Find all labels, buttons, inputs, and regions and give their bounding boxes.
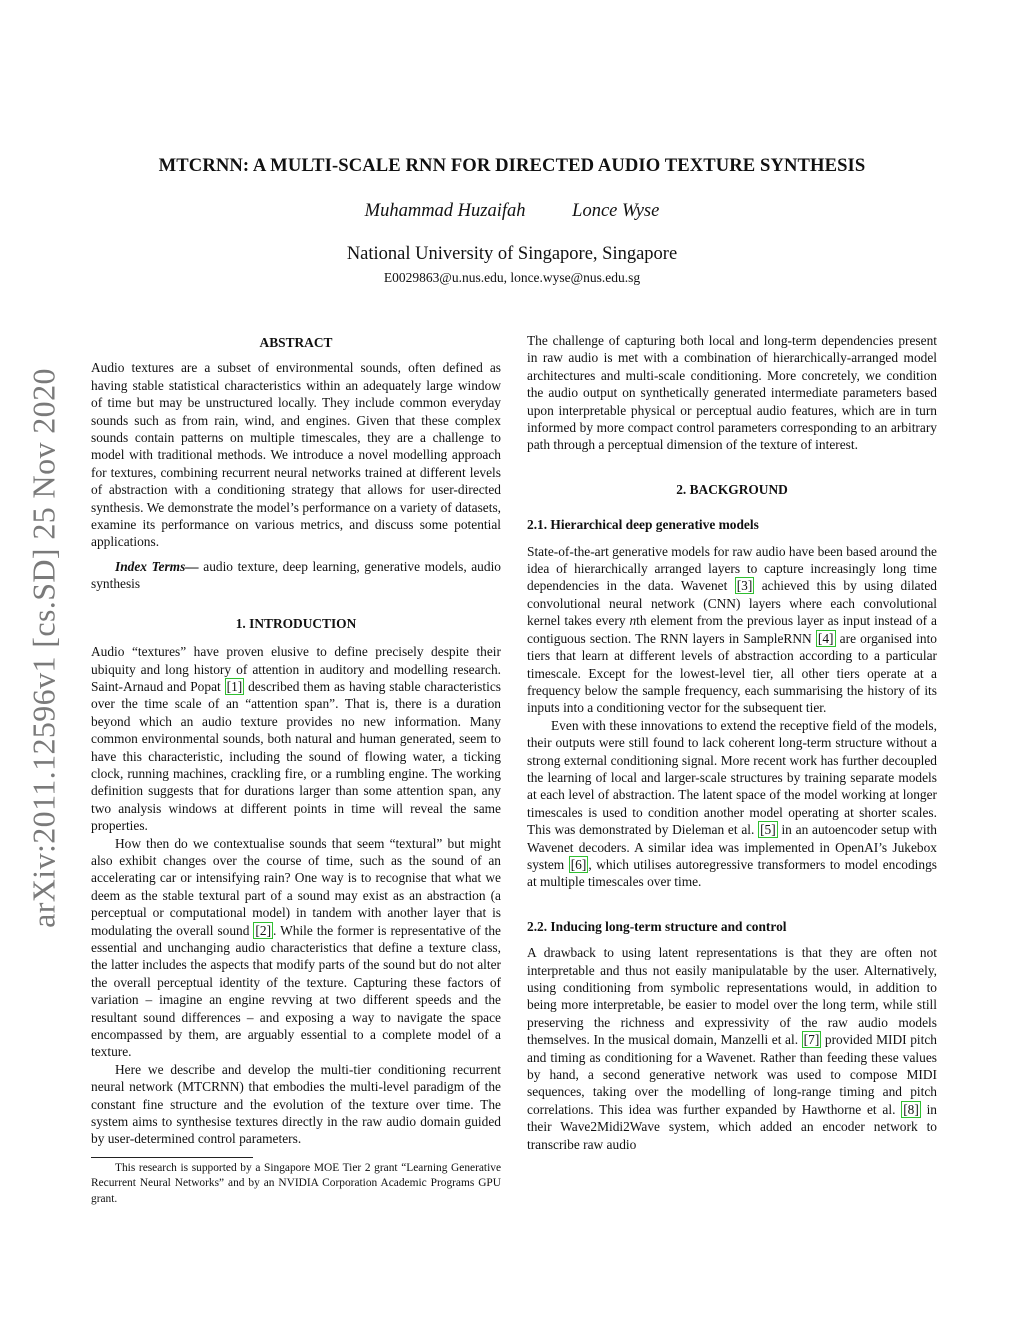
citation-link[interactable]: [3] — [736, 578, 753, 594]
author-name: Lonce Wyse — [572, 201, 660, 221]
section-2-2-heading: 2.2. Inducing long-term structure and control — [527, 918, 787, 934]
arxiv-id-text: arXiv:2011.12596v1 [cs.SD] 25 Nov 2020 — [25, 368, 62, 928]
abstract-text: Audio textures are a subset of environmental sounds, often defined as having stable statistical characteristics within an adequately large window of time but may be unstructured locally. They include common everyday sounds such as from rain, wind, and engines. Given that these complex sounds contain patterns on multiple timescales, they are a challenge to model with traditional methods. We introduce a novel modelling approach for textures, combining recurrent neural networks trained at different levels of abstraction with a conditioning strategy that allows for user-directed synthesis. We demonstrate the model’s performance on a variety of datasets, examine its performance on various metrics, and discuss some potential applications. — [91, 360, 501, 550]
intro-continued-paragraph: The challenge of capturing both local and long-term dependencies present in raw audio is met with a combination of hierarchically-arranged model architectures and multi-scale conditioning. More concretely, we condition the audio output on synthetically generated intermediate parameters based upon interpretable physical or perceptual audio features, which are in turn informed by more compact control parameters corresponding to an arbitrary path through a perceptual dimension of the texture of interest. — [527, 333, 937, 453]
background-paragraph: State-of-the-art generative models for raw audio have been based around the idea of hierarchically arranged layers to capture increasingly long time dependencies in the data. Wavenet [3] achieved this by using dilated convolutional neural network (CNN) layers where each convolutional kernel takes every nth element from the previous layer as input instead of a contiguous section. The RNN layers in SampleRNN [4] are organised into tiers that learn at different levels of abstraction according to a particular timescale. Except for the lowest-level tier, all other tiers operate at a frequency below the sample frequency, each summarising the history of its inputs into a conditioning vector for the subsequent tier. — [527, 543, 937, 716]
section-2-1-heading: 2.1. Hierarchical deep generative models — [527, 517, 759, 533]
author-emails: E0029863@u.nus.edu, lonce.wyse@nus.edu.sg — [383, 270, 641, 285]
intro-paragraph: Audio “textures” have proven elusive to define precisely despite their ubiquity and long history of attention in auditory and modelling research. Saint-Arnaud and Popat [1] described them as having stable characteristics over the time scale of an “attention span”. That is, there is a duration beyond which an audio texture provides no new information. Many common environmental sounds, both natural and human generated, seem to have this characteristic, including the sound of flowing water, a ticking clock, running machines, crackling fire, or a rumbling engine. The working definition suggests that for durations larger than some attention span, any two analysis windows at different points in time will reveal the same properties. — [91, 644, 501, 834]
right-column — [527, 332, 937, 1153]
footnote-rule — [91, 1157, 253, 1158]
footnote: This research is supported by a Singapore MOE Tier 2 grant “Learning Generative Recurrent Neural Networks” and by an NVIDIA Corporation Academic Programs GPU grant. — [91, 1161, 501, 1205]
index-terms-label: Index Terms— — [115, 558, 199, 574]
index-terms-text: audio texture, deep learning, generative models, audio synthesis — [91, 558, 501, 592]
arxiv-identifier — [20, 348, 68, 948]
paper-title: MTCRNN: A MULTI-SCALE RNN FOR DIRECTED AUDIO TEXTURE SYNTHESIS — [158, 155, 866, 176]
background-heading: 2. BACKGROUND — [676, 481, 788, 497]
citation-link[interactable]: [6] — [570, 856, 587, 872]
index-terms — [91, 558, 501, 593]
intro-paragraph: Here we describe and develop the multi-tier conditioning recurrent neural network (MTCRNN) that embodies the multi-level paradigm of the constant fine structure and the evolution of the texture over time. The system aims to synthesise textures directly in the raw audio domain guided by user-determined control parameters. — [91, 1061, 501, 1147]
left-column — [91, 334, 501, 1207]
citation-link[interactable]: [1] — [226, 678, 243, 694]
intro-paragraph: How then do we contextualise sounds that seem “textural” but might also exhibit changes over the course of time, such as the sound of an accelerating car or intensifying rain? One way is to recognise that what we deem as the stable textural part of a sound may exist as an abstraction (a perceptual or computational model) in tandem with another layer that is modulating the overall sound [2] . While the former is representative of the essential and unchanging audio characteristics that define a texture class, the latter includes the aspects that modify parts of the sound but do not alter the overall perceptual identity of the texture. Capturing these factors of variation – imagine an engine revving at two different speeds and the resultant sound differences – and exposing a way to navigate the space encompassed by them, are arguably essential to a complete model of a texture. — [91, 835, 501, 1060]
intro-heading: 1. INTRODUCTION — [235, 615, 357, 631]
citation-link[interactable]: [4] — [817, 630, 834, 646]
abstract-heading: ABSTRACT — [259, 335, 333, 350]
author-name: Muhammad Huzaifah — [364, 201, 526, 221]
author-list — [0, 201, 1024, 222]
citation-link[interactable]: [7] — [803, 1032, 820, 1048]
affiliation: National University of Singapore, Singapore — [346, 244, 678, 264]
citation-link[interactable]: [5] — [760, 822, 776, 838]
background-paragraph: A drawback to using latent representations is that they are often not interpretable and thus not easily manipulatable by the user. Alternatively, using conditioning from symbolic representations would, in addition to being more interpretable, be easier to model over the long term, while still preserving the richness and expressivity of the raw audio models themselves. In the musical domain, Manzelli et al. [7] provided MIDI pitch and timing as conditioning for a Wavenet. Rather than feeding these values by hand, a second generative network was used to compose MIDI sequences, taking over the modelling of long-range timing and pitch correlations. This idea was further expanded by Hawthorne et al. [8] in their Wave2Midi2Wave system, which added an encoder network to transcribe raw audio — [527, 945, 937, 1152]
background-paragraph: Even with these innovations to extend the receptive field of the models, their outputs were still found to lack coherent long-term structure without a strong external conditioning signal. More recent work has further decoupled the learning of local and larger-scale structures by training separate models at each level of abstraction. The latent space of the model working at longer timescales is used to condition another model operating at shorter scales. This was demonstrated by Dieleman et al. [5] in an autoencoder setup with Wavenet decoders. A similar idea was implemented in OpenAI’s Jukebox system [6] , which utilises autoregressive transformers to model encodings at multiple timescales over time. — [527, 717, 938, 890]
citation-link[interactable]: [2] — [255, 922, 272, 938]
citation-link[interactable]: [8] — [903, 1101, 919, 1117]
